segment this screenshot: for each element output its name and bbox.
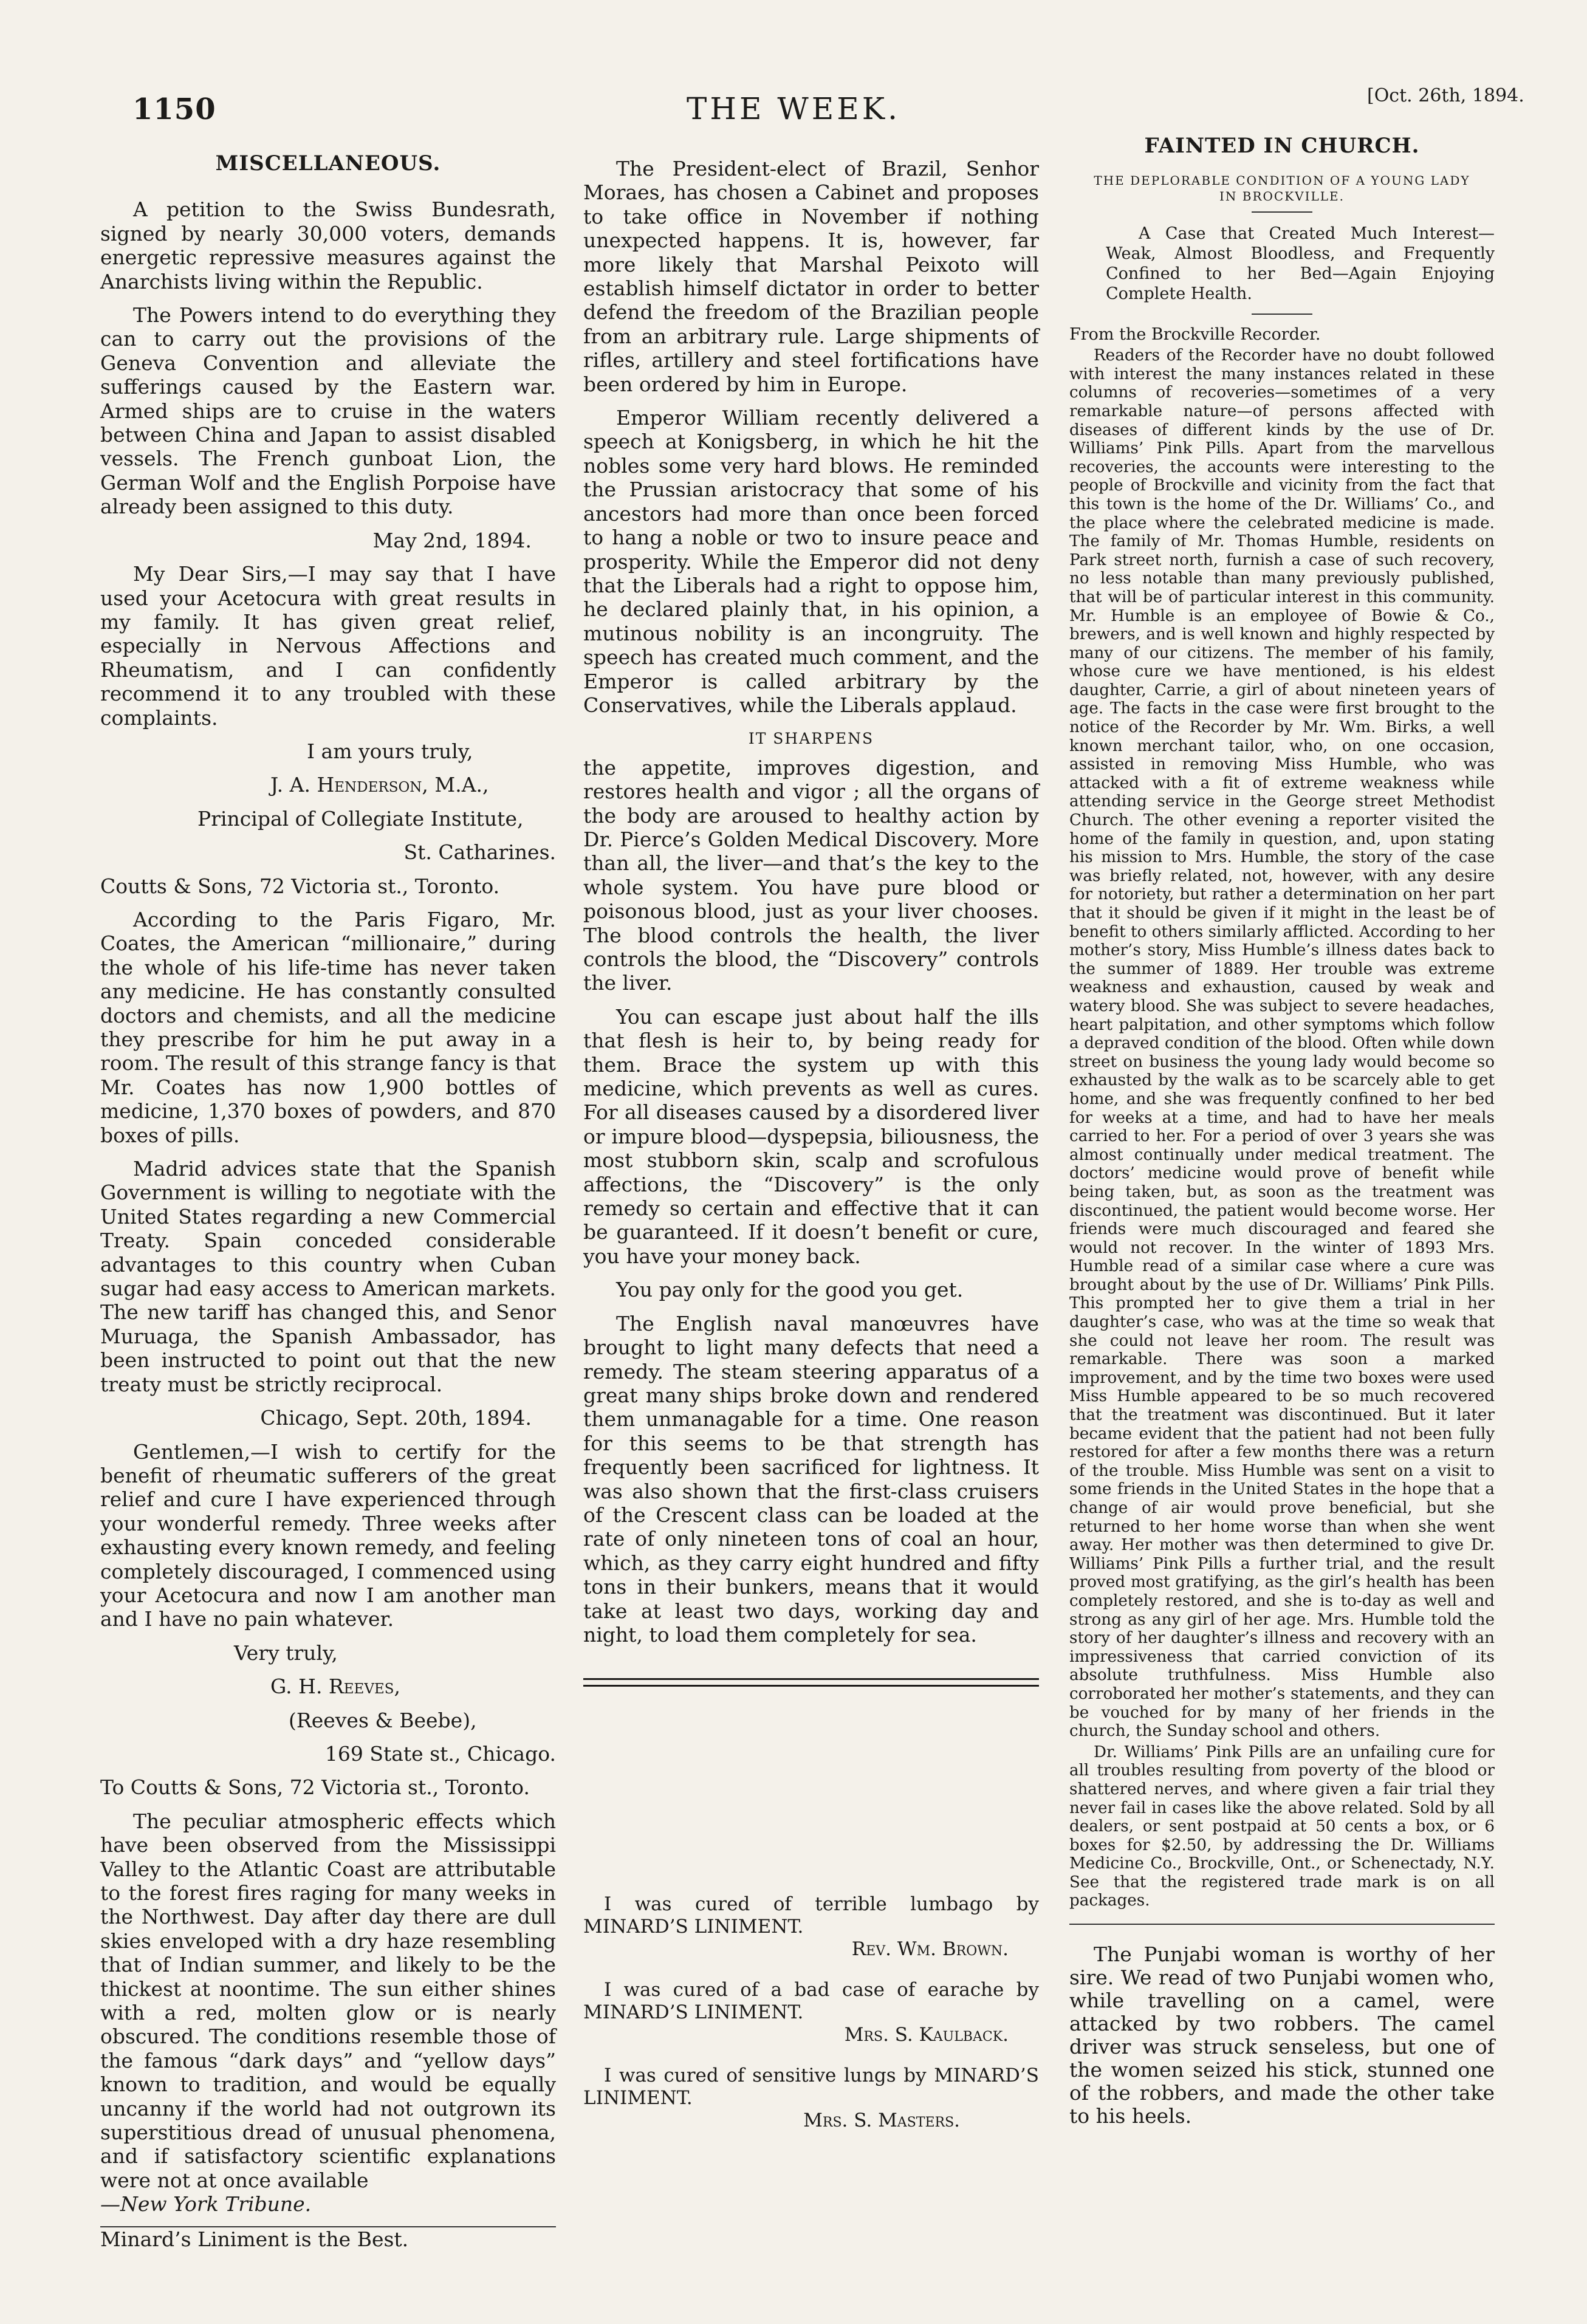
ad-subhead-it-sharpens: IT SHARPENS: [748, 730, 874, 748]
letter2-address: To Coutts & Sons, 72 Victoria st., Toronto.: [100, 1775, 530, 1800]
article-naval-manoeuvres: The English naval manœuvres have brought to light many defects that need a remedy. The steam steering apparatus of a great many ships broke down and rendered them unmanagable for a time. One reason for this seems to be that strength has frequently been sacrificed for lightness. It was also shown that the first-class cruisers of the Crescent class can be loaded at the rate of only nineteen tons of coal an hour, which, as they carry eight hundred and fifty tons in their bunkers, means that it would take at least two days, working day and night, to load them completely for sea.: [583, 1311, 1039, 1647]
letter1-title: Principal of Collegiate Institute,: [197, 806, 524, 831]
article-brazil-cabinet: The President-elect of Brazil, Senhor Moraes, has chosen a Cabinet and proposes to take office in November if nothing unexpected happens. It is, however, far more likely that Marshal Peixoto will establish himself dictator in order to better defend the freedom of the Brazilian people from an arbitrary rule. Large shipments of rifles, artillery and steel fortifications have been ordered by him in Europe.: [583, 157, 1039, 396]
page-number: 1150: [132, 92, 216, 126]
testimonial-masters: [583, 2065, 1039, 2132]
article-source-tribune: —New York Tribune.: [100, 2192, 312, 2216]
article-geneva-convention: The Powers intend to do everything they can to carry out the provisions of the Geneva Convention and alleviate the sufferings caused by the Eastern war. Armed ships are to cruise in the waters between China and Japan to assist disabled vessels. The French gunboat Lion, the German Wolf and the English Porpoise have already been assigned to this duty.: [100, 303, 556, 519]
column-middle: [583, 157, 1039, 2150]
letter2-place: 169 State st., Chicago.: [324, 1741, 556, 1766]
letter2-signatory: G. H. Reeves,: [270, 1674, 400, 1699]
letter1-body: My Dear Sirs,—I may say that I have used your Acetocura with great results in my family. It has given great relief, especially in Nervous Affections and Rheumatism, and I can confidently recommend it to any troubled with these complaints.: [100, 562, 556, 730]
letter2-body: Gentlemen,—I wish to certify for the benefit of rheumatic sufferers of the great relief and cure I have experienced through your wonderful remedy. Three weeks after exhausting every known remedy, and feeling completely discouraged, I commenced using your Acetocura and now I am another man and I have no pain whatever.: [100, 1439, 556, 1631]
testimonial-text: I was cured of a bad case of earache by MINARD’S LINIMENT.: [583, 1979, 1039, 2024]
blank-space: [583, 1687, 1039, 1893]
letter1-place: St. Catharines.: [403, 840, 556, 865]
article-coates-figaro: According to the Paris Figaro, Mr. Coates, the American “millionaire,” during the whole of his life-time has never taken any medicine. He has constantly consulted doctors and chemists, and all the medicine they prescribe for him he put away in a room. The result of this strange fancy is that Mr. Coates has now 1,900 bottles of medicine, 1,370 boxes of powders, and 870 boxes of pills.: [100, 907, 556, 1147]
testimonial-kaulback: [583, 1979, 1039, 2046]
minards-footer: Minard’s Liniment is the Best.: [100, 2227, 409, 2251]
letter1-signatory: J. A. Henderson, M.A.,: [270, 773, 489, 797]
article-emperor-william: Emperor William recently delivered a speech at Konigsberg, in which he hit the nobles some very hard blows. He reminded the Prussian aristocracy that some of his ancestors had more than once been forced to hang a noble or two to insure peace and prosperity. While the Emperor did not deny that the Liberals had a right to oppose him, he declared plainly that, in his opinion, a mutinous nobility is an incongruity. The speech has created much comment, and the Emperor is called arbitrary by the Conservatives, while the Liberals applaud.: [583, 406, 1039, 717]
letter1-address: Coutts & Sons, 72 Victoria st., Toronto.: [100, 874, 500, 898]
ad-discovery-p1: the appetite, improves digestion, and restores health and vigor ; all the organs of the body are aroused to healthy action by Dr. Pierce’s Golden Medical Discovery. More than all, the liver—and that’s the key to the whole system. You have pure blood or poisonous blood, just as your liver chooses. The blood controls the health, the liver controls the blood, the “Discovery” controls the liver.: [583, 755, 1039, 995]
column-left: [100, 152, 556, 2261]
letter2-firm: (Reeves & Beebe),: [289, 1708, 477, 1732]
testimonial-signature: Mrs. S. Kaulback.: [844, 2024, 1009, 2046]
short-rule: [1252, 314, 1312, 315]
article-punjabi-woman: The Punjabi woman is worthy of her sire. We read of two Punjabi women who, while travelling on a camel, were attacked by two robbers. The camel driver was struck senseless, but one of the women seized his stick, stunned one of the robbers, and made the other take to his heels.: [1069, 1942, 1495, 2128]
article-fainted-body: Readers of the Recorder have no doubt followed with interest the many instances related in these columns of recoveries—sometimes of a very remarkable nature—of persons affected with diseases of different kinds by the use of Dr. Williams’ Pink Pills. Apart from the marvellous recoveries, the accounts were interesting to the people of Brockville and vicinity from the fact that this town is the home of the Dr. Williams’ Co., and the place where the celebrated medicine is made. The family of Mr. Thomas Humble, residents on Park street north, furnish a case of such recovery, no less notable than many previously published, that will be of particular interest in this community. Mr. Humble is an employee of Bowie & Co., brewers, and is well known and highly respected by many of our citizens. The member of his family, whose cure we have mentioned, is his eldest daughter, Carrie, a girl of about nineteen years of age. The facts in the case were first brought to the notice of the Recorder by Mr. Wm. Birks, a well known merchant tailor, who, on one occasion, assisted in removing Miss Humble, who was attacked with a fit of extreme weakness while attending service in the George street Methodist Church. The other evening a reporter visited the home of the family in question, and, upon stating his mission to Mrs. Humble, the story of the case was briefly related, not, however, with any desire for notoriety, but rather a determination on her part that it should be given if it might in the least be of benefit to others similarly afflicted. According to her mother’s story, Miss Humble’s illness dates back to the summer of 1889. Her trouble was extreme weakness and exhaustion, caused by weak and watery blood. She was subject to severe headaches, heart palpitation, and other symptoms which follow a depraved condition of the blood. Often while down street on business the young lady would become so exhausted by the walk as to be scarcely able to get home, and she was frequently confined to her bed for weeks at a time, and had to have her meals carried to her. For a period of over 3 years she was almost continually under medical treatment. The doctors’ medicine would prove of benefit while being taken, but, as soon as the treatment was discontinued, the patient would become worse. Her friends were much discouraged and feared she would not recover. In the winter of 1893 Mrs. Humble read of a similar case where a cure was brought about by the use of Dr. Williams’ Pink Pills. This prompted her to give them a trial in her daughter’s case, who was at the time so weak that she could not leave her room. The result was remarkable. There was soon a marked improvement, and by the time two boxes were used Miss Humble appeared to be so much recovered that the treatment was discontinued. But it later became evident that the patient had not been fully restored for after a few months there was a return of the trouble. Miss Humble was sent on a visit to some friends in the United States in the hope that a change of air would prove beneficial, but she returned to her home worse than when she went away. Her mother was then determined to give Dr. Williams’ Pink Pills a further trial, and the result proved most gratifying, as the girl’s health has been completely restored, and she is to-day as well and strong as any girl of her age. Mrs. Humble told the story of her daughter’s illness and recovery with an impressiveness that carried conviction of its absolute truthfulness. Miss Humble also corroborated her mother’s statements, and they can be vouched for by many of her friends in the church, the Sunday school and others.: [1069, 346, 1495, 1741]
article-swiss-petition: A petition to the Swiss Bundesrath, signed by nearly 30,000 voters, demands energetic repressive measures against the Anarchists living within the Republic.: [100, 197, 556, 293]
ad-discovery-p3: You pay only for the good you get.: [616, 1278, 964, 1302]
short-rule: [1252, 211, 1312, 213]
letter1-date: May 2nd, 1894.: [372, 528, 532, 552]
article-spanish-treaty: Madrid advices state that the Spanish Government is willing to negotiate with the United States regarding a new Commercial Treaty. Spain conceded considerable advantages to this country when Cuban sugar had easy access to American markets. The new tariff has changed this, and Senor Muruaga, the Spanish Ambassador, has been instructed to point out that the new treaty must be strictly reciprocal.: [100, 1157, 556, 1396]
article-atmospheric-effects: The peculiar atmospheric effects which have been observed from the Mississippi Valley to the Atlantic Coast are attributable to the forest fires raging for many weeks in the Northwest. Day after day there are dull skies enveloped with a dry haze resembling that of Indian summer, and likely to be the thickest at noontime. The sun either shines with a red, molten glow or is nearly obscured. The conditions resemble those of the famous “dark days” and “yellow days” known to tradition, and would be equally uncanny if the world had not outgrown its superstitious dread of unusual phenomena, and if satisfactory scientific explanations were not at once available: [100, 1809, 556, 2192]
article-deck: A Case that Created Much Interest—Weak, Almost Bloodless, and Frequently Confined to her Bed—Again Enjoying Complete Health.: [1106, 224, 1495, 303]
column-right: [1069, 134, 1495, 2137]
article-title-fainted: FAINTED IN CHURCH.: [1144, 134, 1420, 158]
ad-discovery-p2: You can escape just about half the ills that flesh is heir to, by being ready for them. Brace the system up with this medicine, which prevents as well as cures. For all diseases caused by a disordered liver or impure blood—dyspepsia, biliousness, the most stubborn skin, scalp and scrofulous affections, the “Discovery” is the only remedy so certain and effective that it can be guaranteed. If it doesn’t benefit or cure, you have your money back.: [583, 1004, 1039, 1268]
masthead-title: THE WEEK.: [687, 91, 900, 126]
divider: [1069, 1924, 1495, 1925]
issue-date: [Oct. 26th, 1894.: [1367, 85, 1524, 106]
testimonial-text: I was cured of terrible lumbago by MINARD’S LINIMENT.: [583, 1893, 1039, 1938]
letter2-date: Chicago, Sept. 20th, 1894.: [260, 1406, 532, 1430]
ad-pink-pills: Dr. Williams’ Pink Pills are an unfailing cure for all troubles resulting from poverty of the blood or shattered nerves, and where given a fair trial they never fail in cases like the above related. Sold by all dealers, or sent postpaid at 50 cents a box, or 6 boxes for $2.50, by addressing the Dr. Williams Medicine Co., Brockville, Ont., or Schenectady, N.Y. See that the registered trade mark is on all packages.: [1069, 1743, 1495, 1910]
letter2-close: Very truly,: [234, 1640, 338, 1665]
section-title-miscellaneous: MISCELLANEOUS.: [215, 151, 441, 176]
article-source-recorder: From the Brockville Recorder.: [1069, 324, 1321, 344]
double-rule-divider: [583, 1678, 1039, 1687]
testimonial-brown: [583, 1893, 1039, 1961]
article-subtitle: THE DEPLORABLE CONDITION OF A YOUNG LADY IN BROCKVILLE.: [1094, 173, 1470, 204]
letter1-close: I am yours truly,: [307, 739, 473, 763]
testimonial-signature: Rev. Wm. Brown.: [851, 1938, 1009, 1961]
testimonial-signature: Mrs. S. Masters.: [803, 2110, 960, 2132]
testimonial-text: I was cured of sensitive lungs by MINARD’S LINIMENT.: [583, 2065, 1039, 2110]
